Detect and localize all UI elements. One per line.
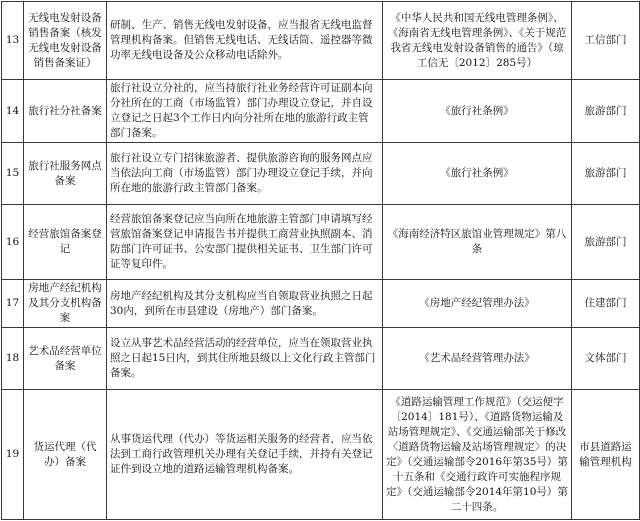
filing-item-cell: 旅行社服务网点备案	[24, 143, 107, 205]
description-cell: 经营旅馆备案登记应当向所在地旅游主管部门申请填写经营旅馆备案登记申请报告书并提供工商营业执照副本、消防部门许可证书、公安部门提供相关证书、卫生部门许可证等复印件。	[107, 205, 383, 280]
legal-basis-cell: 《旅行社条例》	[383, 143, 572, 205]
table-row	[2, 280, 640, 328]
filing-item-cell: 旅行社分社备案	[24, 80, 107, 143]
legal-basis-cell: 《艺术品经营管理办法》	[383, 328, 572, 390]
filing-item-cell: 货运代理（代办）备案	[24, 390, 107, 520]
description-cell: 研制、生产、销售无线电发射设备，应当报省无线电监督管理机构备案。但销售无线电话、无线话筒、遥控器等微功率无线电设备及公众移动电话除外。	[107, 2, 383, 80]
filing-item-cell: 无线电发射设备销售备案（核发无线电发射设备销售备案证）	[24, 2, 107, 80]
legal-basis-cell: 《旅行社条例》	[383, 80, 572, 143]
department-cell: 工信部门	[572, 2, 640, 80]
legal-basis-cell: 《海南经济特区旅馆业管理规定》第八条	[383, 205, 572, 280]
filing-item-cell: 房地产经纪机构及其分支机构备案	[24, 280, 107, 328]
department-cell: 旅游部门	[572, 143, 640, 205]
department-cell: 文体部门	[572, 328, 640, 390]
table-row	[2, 80, 640, 143]
description-cell: 设立从事艺术品经营活动的经营单位，应当在领取营业执照之日起15日内，到其住所地县级以上文化行政主管部门备案。	[107, 328, 383, 390]
table-row	[2, 143, 640, 205]
table-row	[2, 2, 640, 80]
filing-item-cell: 经营旅馆备案登记	[24, 205, 107, 280]
row-number-cell: 19	[2, 390, 24, 520]
department-cell: 住建部门	[572, 280, 640, 328]
table-row	[2, 328, 640, 390]
legal-basis-cell: 《房地产经纪管理办法》	[383, 280, 572, 328]
department-cell: 旅游部门	[572, 205, 640, 280]
row-number-cell: 14	[2, 80, 24, 143]
table-row	[2, 390, 640, 520]
description-cell: 旅行社设立专门招徕旅游者、提供旅游咨询的服务网点应当依法向工商（市场监管）部门办理设立登记手续，并向所在地的旅游行政主管部门备案。	[107, 143, 383, 205]
legal-basis-cell: 《中华人民共和国无线电管理条例》、《海南省无线电管理条例》、《关于规范我省无线电发射设备销售的通告》（琼工信无〔2012〕285号）	[383, 2, 572, 80]
row-number-cell: 16	[2, 205, 24, 280]
description-cell: 从事货运代理（代办）等货运相关服务的经营者，应当依法到工商行政管理机关办理有关登记手续，并持有关登记证件到设立地的道路运输管理机构备案。	[107, 390, 383, 520]
row-number-cell: 17	[2, 280, 24, 328]
row-number-cell: 13	[2, 2, 24, 80]
filing-item-cell: 艺术品经营单位备案	[24, 328, 107, 390]
table-row	[2, 205, 640, 280]
row-number-cell: 18	[2, 328, 24, 390]
row-number-cell: 15	[2, 143, 24, 205]
department-cell: 旅游部门	[572, 80, 640, 143]
description-cell: 旅行社设立分社的，应当持旅行社业务经营许可证副本向分社所在的工商（市场监管）部门办理设立登记，并自设立登记之日起3个工作日内向分社所在地的旅游行政主管部门备案。	[107, 80, 383, 143]
legal-basis-cell: 《道路运输管理工作规范》（交运便字〔2014〕181号）、《道路货物运输及站场管理规定》、《交通运输部关于修改〈道路货物运输及站场管理规定〉的决定》（交通运输部令2016年第35号）第十五条和《交通行政许可实施程序规定》（交通运输部令2014年第10号）第二十四条。	[383, 390, 572, 520]
department-cell: 市县道路运输管理机构	[572, 390, 640, 520]
filing-items-table	[1, 1, 640, 520]
description-cell: 房地产经纪机构及其分支机构应当自领取营业执照之日起30内，到所在市县建设（房地产）部门备案。	[107, 280, 383, 328]
